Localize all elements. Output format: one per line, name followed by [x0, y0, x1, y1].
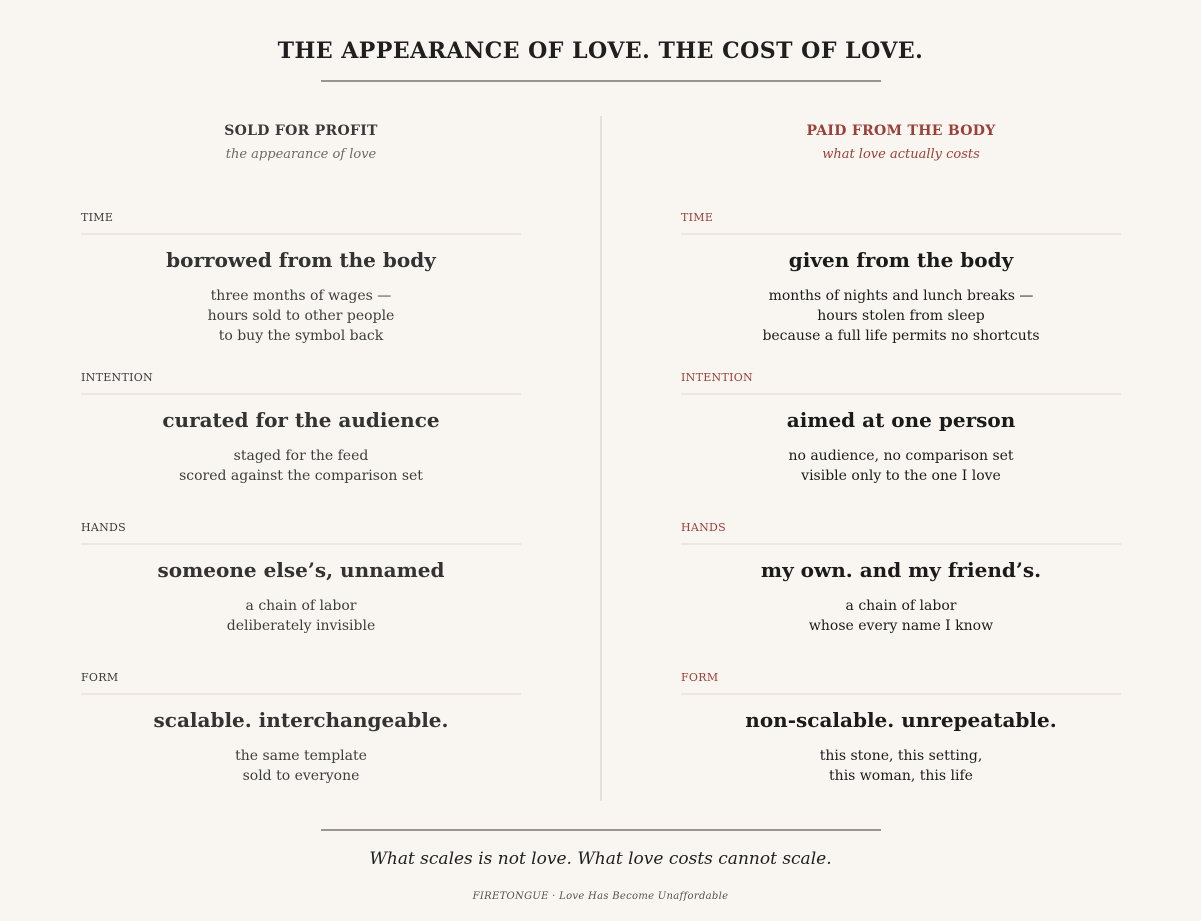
right-column-subheading: what love actually costs — [822, 147, 980, 162]
title-rule — [321, 80, 881, 82]
section-body — [681, 446, 1121, 486]
closing-statement: What scales is not love. What love costs cannot scale. — [369, 849, 832, 869]
section-line: this woman, this life — [829, 768, 973, 784]
section-line: because a full life permits no shortcuts — [762, 328, 1040, 344]
section-line: deliberately invisible — [226, 618, 376, 634]
section-heading: scalable. interchangeable. — [153, 708, 449, 732]
section-line: months of nights and lunch breaks — — [768, 288, 1034, 304]
section-line: whose every name I know — [808, 618, 994, 634]
section-line: scored against the comparison set — [179, 468, 423, 484]
section-line: staged for the feed — [233, 448, 369, 464]
section-heading: given from the body — [788, 248, 1014, 272]
right-column-heading: PAID FROM THE BODY — [806, 123, 996, 139]
section-label: HANDS — [681, 521, 727, 534]
left-column-heading: SOLD FOR PROFIT — [224, 123, 378, 139]
section-line: sold to everyone — [242, 768, 360, 784]
section-label: TIME — [81, 211, 114, 224]
section-label: FORM — [81, 671, 119, 684]
section-body — [81, 596, 521, 636]
section-line: a chain of labor — [845, 598, 957, 614]
section-rule — [81, 393, 521, 395]
section-line: no audience, no comparison set — [788, 448, 1014, 464]
section-body — [81, 286, 521, 346]
section-heading: curated for the audience — [162, 408, 440, 432]
section-line: three months of wages — — [210, 288, 392, 304]
section-rule — [681, 693, 1121, 695]
section-heading: someone else’s, unnamed — [157, 558, 445, 582]
section-label: TIME — [681, 211, 714, 224]
section-line: to buy the symbol back — [218, 328, 384, 344]
section-heading: aimed at one person — [786, 408, 1016, 432]
section-body — [81, 746, 521, 786]
section-rule — [681, 233, 1121, 235]
section-line: the same template — [235, 748, 367, 764]
section-line: hours sold to other people — [207, 308, 395, 324]
section-rule — [681, 393, 1121, 395]
page-title: THE APPEARANCE OF LOVE. THE COST OF LOVE. — [277, 38, 924, 64]
section-rule — [81, 233, 521, 235]
closing-rule — [321, 829, 881, 831]
section-rule — [681, 543, 1121, 545]
section-label: FORM — [681, 671, 719, 684]
section-line: hours stolen from sleep — [817, 308, 985, 324]
left-column-subheading: the appearance of love — [225, 147, 377, 162]
section-rule — [81, 543, 521, 545]
section-body — [681, 746, 1121, 786]
section-heading: my own. and my friend’s. — [760, 558, 1042, 582]
section-label: HANDS — [81, 521, 127, 534]
section-body — [681, 596, 1121, 636]
section-line: this stone, this setting, — [819, 748, 983, 764]
section-line: visible only to the one I love — [801, 468, 1001, 484]
section-body — [81, 446, 521, 486]
section-label: INTENTION — [681, 371, 753, 384]
section-label: INTENTION — [81, 371, 153, 384]
section-body — [681, 286, 1121, 346]
section-rule — [81, 693, 521, 695]
section-heading: borrowed from the body — [166, 248, 436, 272]
column-divider — [600, 116, 602, 801]
section-heading: non-scalable. unrepeatable. — [745, 708, 1057, 732]
section-line: a chain of labor — [245, 598, 357, 614]
credit-line: FIRETONGUE · Love Has Become Unaffordable — [472, 891, 729, 902]
